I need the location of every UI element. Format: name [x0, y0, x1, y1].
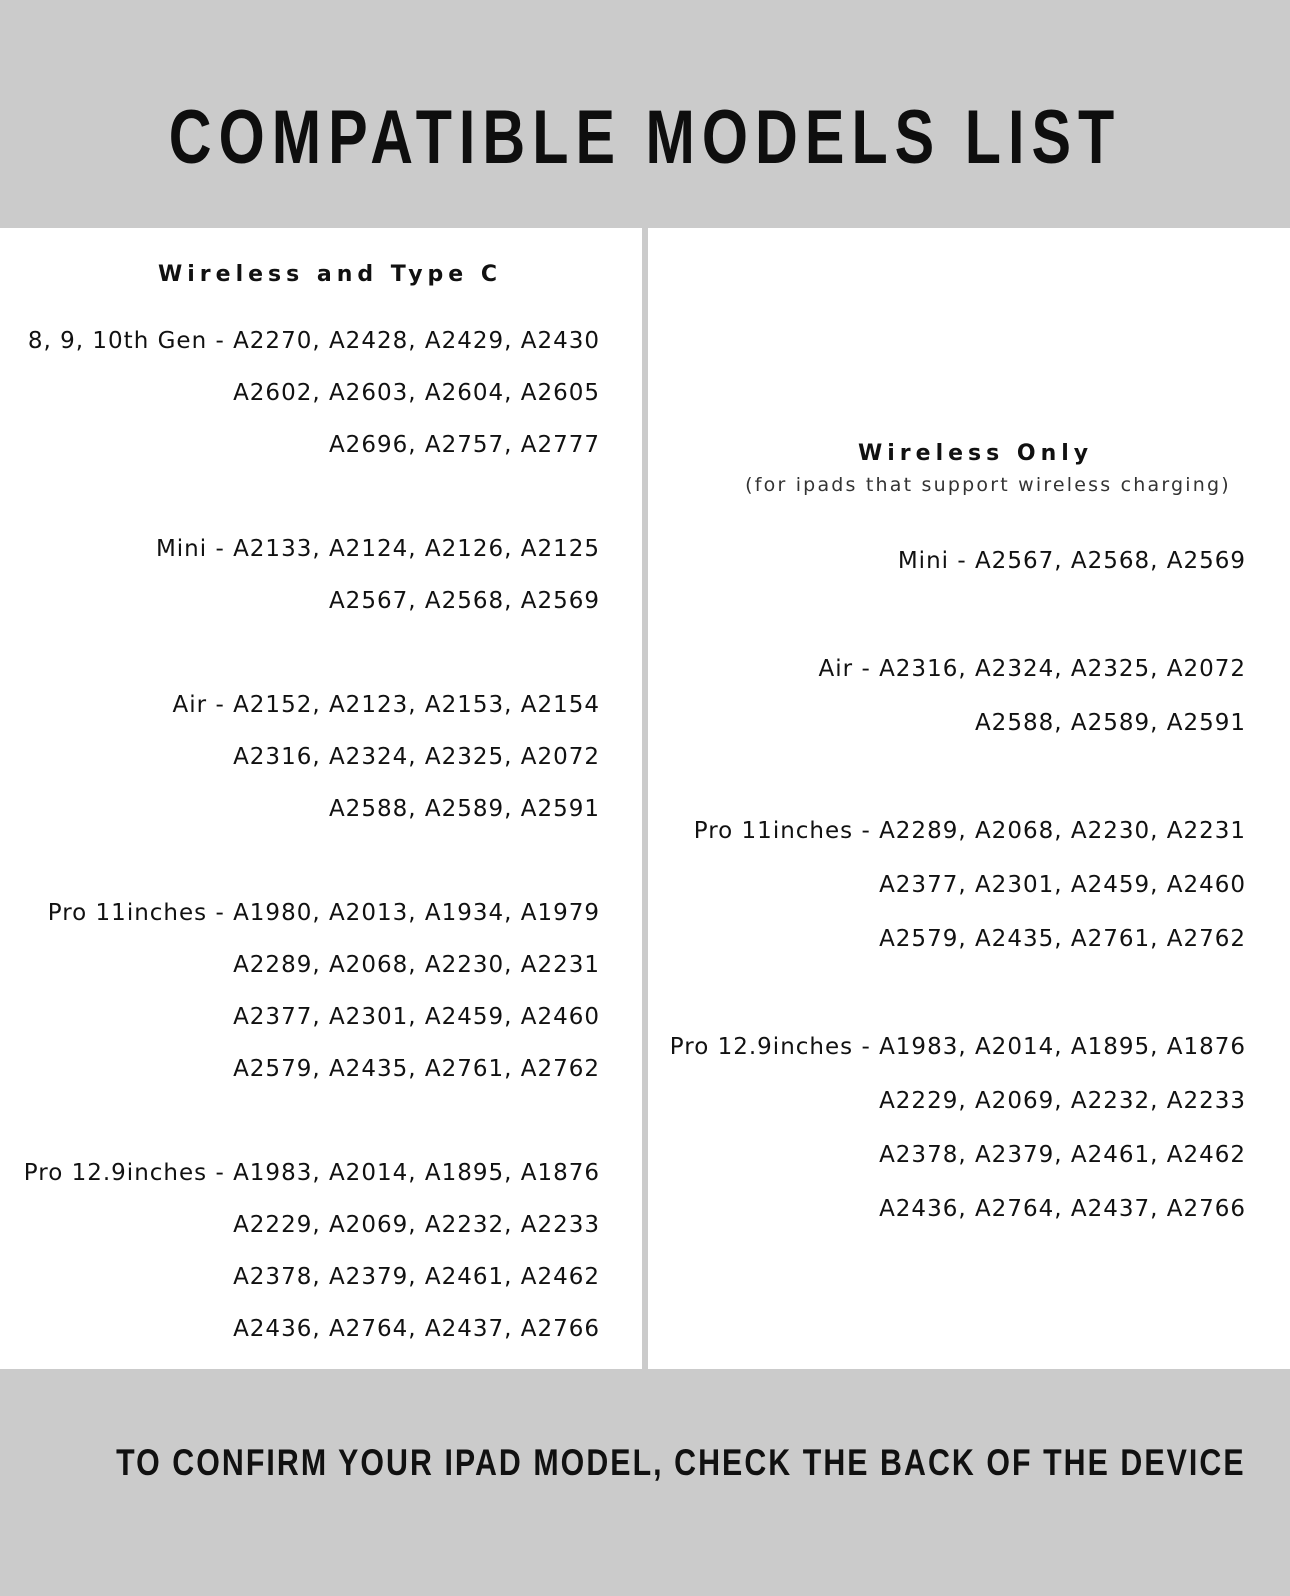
list-item: A2588, A2589, A2591 [328, 796, 600, 822]
footer-note: TO CONFIRM YOUR IPAD MODEL, CHECK THE BACK OF THE DEVICE [116, 1442, 1246, 1483]
list-item: A2378, A2379, A2461, A2462 [879, 1142, 1246, 1168]
model-group-label: Mini - [155, 536, 234, 562]
model-numbers: A1983, A2014, A1895, A1876 [233, 1160, 600, 1186]
list-item: A2436, A2764, A2437, A2766 [233, 1316, 600, 1342]
list-item [28, 328, 600, 354]
list-item: A2377, A2301, A2459, A2460 [233, 1004, 600, 1030]
list-item: A2579, A2435, A2761, A2762 [879, 926, 1246, 952]
model-numbers: A1983, A2014, A1895, A1876 [879, 1034, 1246, 1060]
list-item [819, 656, 1246, 682]
left-column-heading: Wireless and Type C [158, 262, 503, 287]
model-numbers: A2270, A2428, A2429, A2430 [233, 328, 600, 354]
model-numbers: A2133, A2124, A2126, A2125 [233, 536, 600, 562]
model-group-label: Air - [818, 656, 880, 682]
list-item [670, 1034, 1246, 1060]
model-numbers: A2152, A2123, A2153, A2154 [233, 692, 600, 718]
right-column-heading: Wireless Only [858, 441, 1094, 466]
list-item [898, 548, 1246, 574]
list-item [48, 900, 600, 926]
model-group-label: Pro 12.9inches - [23, 1160, 234, 1186]
model-numbers: A2289, A2068, A2230, A2231 [879, 818, 1246, 844]
model-numbers: A2316, A2324, A2325, A2072 [879, 656, 1246, 682]
list-item: A2229, A2069, A2232, A2233 [879, 1088, 1246, 1114]
list-item: A2579, A2435, A2761, A2762 [233, 1056, 600, 1082]
model-numbers: A1980, A2013, A1934, A1979 [233, 900, 600, 926]
list-item: A2289, A2068, A2230, A2231 [233, 952, 600, 978]
list-item [694, 818, 1246, 844]
model-group-label: Air - [172, 692, 234, 718]
list-item: A2378, A2379, A2461, A2462 [233, 1264, 600, 1290]
right-column-subheading: (for ipads that support wireless charging) [745, 474, 1231, 496]
page-title: COMPATIBLE MODELS LIST [168, 95, 1122, 180]
list-item: A2229, A2069, A2232, A2233 [233, 1212, 600, 1238]
list-item: A2377, A2301, A2459, A2460 [879, 872, 1246, 898]
list-item [173, 692, 600, 718]
list-item: A2567, A2568, A2569 [328, 588, 600, 614]
list-item [24, 1160, 600, 1186]
list-item: A2316, A2324, A2325, A2072 [233, 744, 600, 770]
model-group-label: Pro 11inches - [693, 818, 880, 844]
model-group-label: Pro 12.9inches - [669, 1034, 880, 1060]
list-item: A2588, A2589, A2591 [974, 710, 1246, 736]
list-item: A2696, A2757, A2777 [328, 432, 600, 458]
model-group-label: 8, 9, 10th Gen - [27, 328, 234, 354]
model-group-label: Pro 11inches - [47, 900, 234, 926]
list-item: A2436, A2764, A2437, A2766 [879, 1196, 1246, 1222]
list-item [156, 536, 600, 562]
model-group-label: Mini - [897, 548, 975, 574]
list-item: A2602, A2603, A2604, A2605 [233, 380, 600, 406]
model-numbers: A2567, A2568, A2569 [974, 548, 1246, 574]
